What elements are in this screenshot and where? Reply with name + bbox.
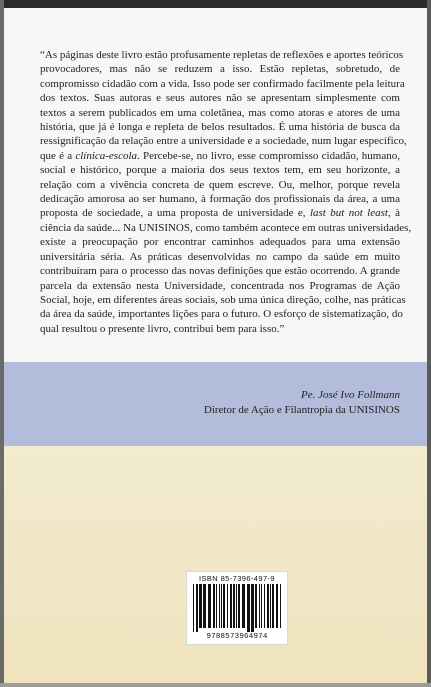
quote-line: dos textos. Suas autoras e seus autores não se apresentam simplesmente com: [40, 92, 400, 105]
barcode-bar: [216, 584, 217, 628]
right-edge: [427, 0, 431, 687]
quote-line: história, que já é longa e repleta de belos resultados. É uma história de busca da: [40, 121, 400, 134]
barcode-bar: [259, 584, 260, 628]
quote-line: da área da saúde, importantes lições para o futuro. O esforço de sistematização, do: [40, 308, 403, 321]
quote-emphasis: clínica-escola: [75, 149, 138, 162]
quote-line: universitária séria. As práticas desenvolvidas no campo da saúde em muito: [40, 250, 400, 263]
barcode-bar: [230, 584, 232, 628]
barcode-bar: [270, 584, 271, 628]
signature-name: Pe. José Ivo Follmann: [301, 389, 400, 401]
barcode-bar: [233, 584, 235, 628]
back-cover-quote: [40, 48, 412, 336]
quote-line: proposta de sociedade, a uma proposta de universidade e, last but not least, à: [40, 207, 400, 220]
barcode-digits: 9788573964974: [206, 633, 268, 641]
barcode-bar: [221, 584, 222, 628]
quote-line: relação com a vivência concreta de quem escreve. Ou, melhor, porque revela: [40, 178, 400, 191]
barcode-bar: [193, 584, 194, 632]
quote-line: ressignificação da relação entre a universidade e a sociedade, num lugar específico,: [40, 135, 407, 148]
top-edge: [0, 0, 431, 8]
barcode-bar: [255, 584, 257, 628]
barcode-bar: [196, 584, 198, 632]
barcode-bar: [247, 584, 250, 632]
quote-line: dedicação amorosa ao ser humano, à formação dos profissionais da área, a uma: [40, 193, 400, 206]
barcode-bar: [238, 584, 240, 628]
barcode-bar: [267, 584, 269, 628]
barcode-bar: [251, 584, 254, 632]
quote-line: compromisso cidadão com a vida. Isso pode ser confirmado facilmente pela leitura: [40, 77, 405, 90]
barcode-bar: [242, 584, 245, 628]
left-edge: [0, 0, 4, 687]
quote-line: social e histórico, porque a maioria dos seus textos tem, em seu horizonte, a: [40, 164, 400, 177]
barcode-bar: [213, 584, 215, 628]
quote-line: existe a preocupação por encontrar caminhos adequados para uma extensão: [40, 236, 400, 249]
barcode-bar: [227, 584, 228, 628]
quote-line: contribuíram para o processo das novas definições que estão ocorrendo. A grande: [40, 265, 400, 278]
barcode-bar: [223, 584, 225, 628]
barcode-bar: [208, 584, 211, 628]
lower-cream-band: [4, 446, 427, 687]
barcode-bar: [272, 584, 274, 628]
quote-line: parcela da extensão nesta Universidade, concentrada nos Programas de Ação: [40, 279, 400, 292]
bottom-edge: [0, 683, 431, 687]
quote-line: textos a serem publicados em uma coletânea, mas como atoras e atores de uma: [40, 106, 400, 119]
quote-line: ciência da saúde... Na UNISINOS, como também acontece em outras universidades,: [40, 221, 412, 234]
quote-line: “As páginas deste livro estão profusamente repletas de reflexões e aportes teóricos: [40, 49, 404, 61]
barcode-bar: [199, 584, 202, 628]
barcode-bar: [276, 584, 278, 628]
signature-role: Diretor de Ação e Filantropia da UNISINOS: [203, 404, 400, 416]
barcode-bar: [219, 584, 220, 628]
quote-emphasis: last but not least: [309, 207, 388, 220]
quote-line: qual resultou o presente livro, contribui bem para isso.”: [40, 322, 285, 335]
barcode-bar: [203, 584, 206, 628]
isbn-text: ISBN 85-7396-497-9: [199, 574, 275, 583]
barcode-bar: [261, 584, 262, 628]
quote-line: que é a clínica-escola. Percebe-se, no livro, esse compromisso cidadão, humano,: [40, 149, 401, 162]
barcode-bars: [193, 584, 281, 632]
barcode-label: [186, 571, 288, 645]
quote-line: Social, hoje, em diferentes áreas sociais, sob uma única direção, colhe, nas práticas: [40, 293, 406, 306]
barcode-bar: [280, 584, 281, 628]
barcode-bar: [264, 584, 265, 628]
barcode-bar: [236, 584, 237, 628]
quote-line: provocadores, mas não se reduzem a isso. Estão repletas, sobretudo, de: [40, 63, 400, 76]
